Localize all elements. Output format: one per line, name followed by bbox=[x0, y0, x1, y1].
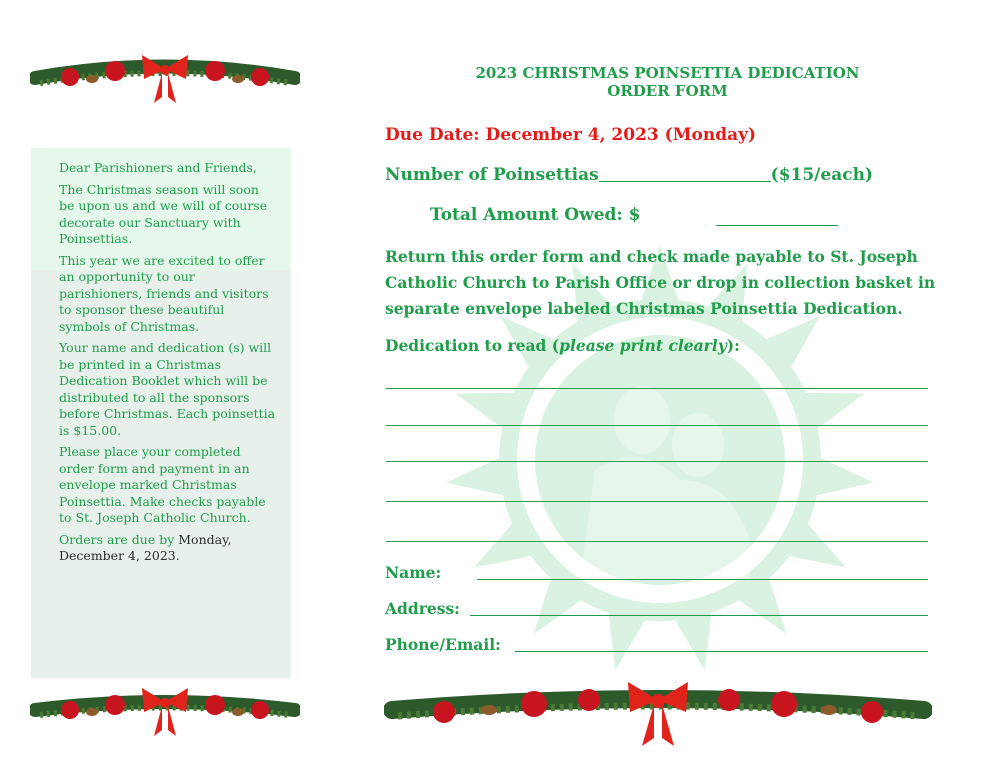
dedication-line-5[interactable] bbox=[386, 541, 928, 542]
bottom-right-garland-icon bbox=[384, 670, 932, 752]
greeting: Dear Parishioners and Friends, bbox=[59, 160, 257, 175]
bottom-left-garland-icon bbox=[30, 680, 300, 742]
dedication-label-start: Dedication to read ( bbox=[385, 336, 560, 355]
dedication-line-2[interactable] bbox=[386, 425, 928, 426]
dedication-line-1[interactable] bbox=[386, 388, 928, 389]
form-title-line1: 2023 CHRISTMAS POINSETTIA DEDICATION bbox=[475, 64, 860, 82]
due-date: Due Date: December 4, 2023 (Monday) bbox=[385, 125, 757, 145]
total-label: Total Amount Owed: $ bbox=[430, 205, 641, 225]
name-label: Name: bbox=[385, 563, 442, 582]
dedication-line-3[interactable] bbox=[386, 461, 928, 462]
form-title bbox=[385, 64, 950, 100]
paragraph-booklet: Your name and dedication (s) will be printed in a Christmas Dedication Booklet which will be distributed to all the sponsors before Christmas. Each poinsettia is $15.00. bbox=[59, 340, 276, 438]
due-prefix: Orders are due by bbox=[59, 531, 179, 547]
number-field[interactable] bbox=[599, 165, 771, 182]
total-owed-row bbox=[430, 205, 640, 225]
phone-email-label: Phone/Email: bbox=[385, 635, 501, 654]
paragraph-opportunity: This year we are excited to offer an opportunity to our parishioners, friends and visitors to sponsor these beautiful symbols of Christmas. bbox=[59, 252, 269, 334]
number-of-poinsettias-row bbox=[385, 165, 873, 185]
phone-email-field[interactable] bbox=[515, 651, 928, 652]
address-field[interactable] bbox=[470, 615, 928, 616]
dedication-line-4[interactable] bbox=[386, 501, 928, 502]
paragraph-season: The Christmas season will soon be upon us and we will of course decorate our Sanctuary with Poinsettias. bbox=[59, 181, 268, 246]
dedication-label bbox=[385, 336, 740, 355]
form-title-line2: ORDER FORM bbox=[607, 82, 728, 100]
address-label: Address: bbox=[385, 599, 460, 618]
due-date-sidebar: Monday, December 4, 2023. bbox=[59, 531, 232, 563]
paragraph-payment: Please place your completed order form and payment in an envelope marked Christmas Poinsettia. Make checks payable to St. Joseph Catholic Church. bbox=[59, 444, 266, 525]
name-field[interactable] bbox=[477, 579, 928, 580]
paragraph-due bbox=[59, 532, 277, 565]
total-field[interactable] bbox=[716, 225, 838, 226]
dedication-label-end: ): bbox=[726, 336, 740, 355]
info-text bbox=[59, 160, 277, 570]
top-garland-icon bbox=[30, 45, 300, 107]
number-label: Number of Poinsettias bbox=[385, 165, 599, 185]
dedication-label-italic: please print clearly bbox=[559, 336, 727, 355]
return-instructions: Return this order form and check made payable to St. Joseph Catholic Church to Parish Office or drop in collection basket in separate envelope labeled Christmas Poinsettia Dedication. bbox=[385, 247, 936, 318]
price-label: ($15/each) bbox=[770, 165, 873, 185]
